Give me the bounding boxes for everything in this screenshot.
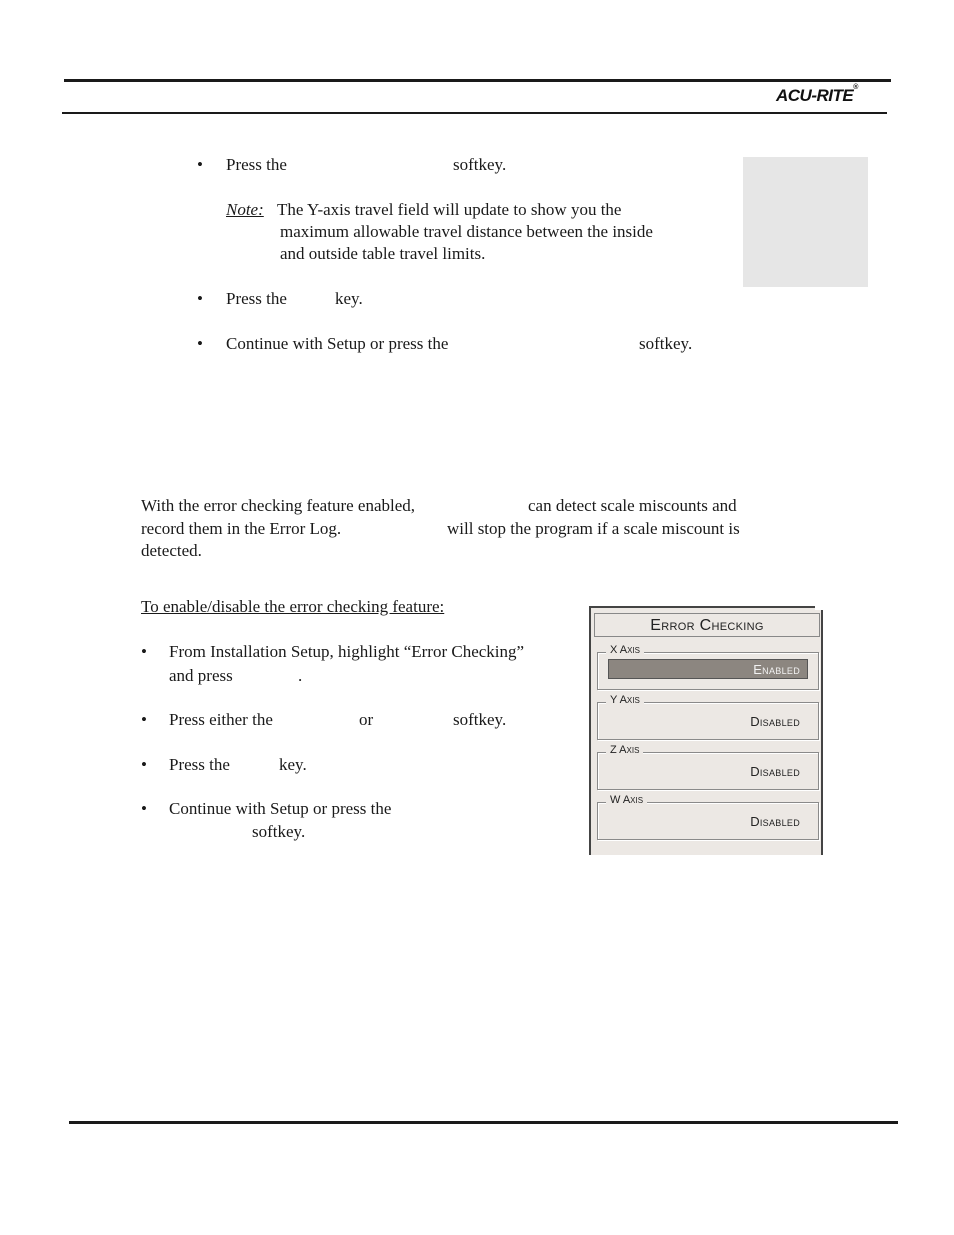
s2-bullet-2: • (141, 710, 147, 729)
note-line-2: maximum allowable travel distance between the inside (280, 222, 653, 241)
z-axis-field[interactable] (597, 744, 819, 790)
s2-bullet-4-line-2: softkey. (252, 822, 306, 841)
w-axis-value: Disabled (750, 814, 800, 829)
y-axis-value: Disabled (750, 714, 800, 729)
s2-bullet-1-line-1: From Installation Setup, highlight “Error Checking” (169, 642, 525, 661)
para-line-3: detected. (141, 541, 202, 560)
s2-bullet-1-line-2a: and press (169, 666, 233, 685)
panel-title: Error Checking (594, 613, 820, 637)
s2-bullet-2-c: softkey. (453, 710, 507, 729)
s2-bullet-3-b: key. (279, 755, 307, 774)
s2-bullet-2-b: or (359, 710, 374, 729)
acu-rite-logo: ACU-RITE® (776, 84, 858, 105)
para-line-1a: With the error checking feature enabled, (141, 496, 416, 515)
s2-bullet-3-a: Press the (169, 755, 230, 774)
note-label: Note: (226, 200, 264, 219)
note-line-3: and outside table travel limits. (280, 244, 486, 263)
s2-bullet-4: • (141, 799, 147, 818)
bullet-3-prefix: Continue with Setup or press the (226, 334, 449, 353)
z-axis-value: Disabled (750, 764, 800, 779)
s2-bullet-2-a: Press either the (169, 710, 273, 729)
bullet-2-suffix: key. (335, 289, 363, 308)
y-axis-label: Y Axis (606, 694, 644, 706)
para-line-2b: will stop the program if a scale miscount is (447, 519, 740, 538)
w-axis-field[interactable] (597, 794, 819, 840)
s2-bullet-1-line-2b: . (298, 666, 303, 685)
x-axis-value: Enabled (753, 662, 800, 677)
header-rule-top (64, 79, 891, 82)
footer-rule (69, 1121, 898, 1124)
bullet-3: • (197, 334, 203, 353)
s2-bullet-4-line-1: Continue with Setup or press the (169, 799, 392, 818)
bullet-2: • (197, 289, 203, 308)
y-axis-field[interactable] (597, 694, 819, 740)
note-line-1: The Y-axis travel field will update to show you the (277, 200, 622, 219)
header-rule-bottom (62, 112, 887, 114)
bullet-1-prefix: Press the (226, 155, 287, 174)
margin-shaded-box (743, 157, 868, 287)
bullet-3-suffix: softkey. (639, 334, 693, 353)
z-axis-label: Z Axis (606, 744, 643, 756)
procedure-heading: To enable/disable the error checking feature: (141, 597, 445, 616)
x-axis-field[interactable] (597, 644, 819, 690)
para-line-2a: record them in the Error Log. (141, 519, 342, 538)
bullet-2-prefix: Press the (226, 289, 287, 308)
s2-bullet-3: • (141, 755, 147, 774)
para-line-1b: can detect scale miscounts and (528, 496, 737, 515)
bullet-1: • (197, 155, 203, 174)
panel-corner-notch (815, 602, 823, 610)
bullet-1-suffix: softkey. (453, 155, 507, 174)
x-axis-label: X Axis (606, 644, 644, 656)
w-axis-label: W Axis (606, 794, 647, 806)
s2-bullet-1: • (141, 642, 147, 661)
error-checking-panel (589, 606, 823, 855)
